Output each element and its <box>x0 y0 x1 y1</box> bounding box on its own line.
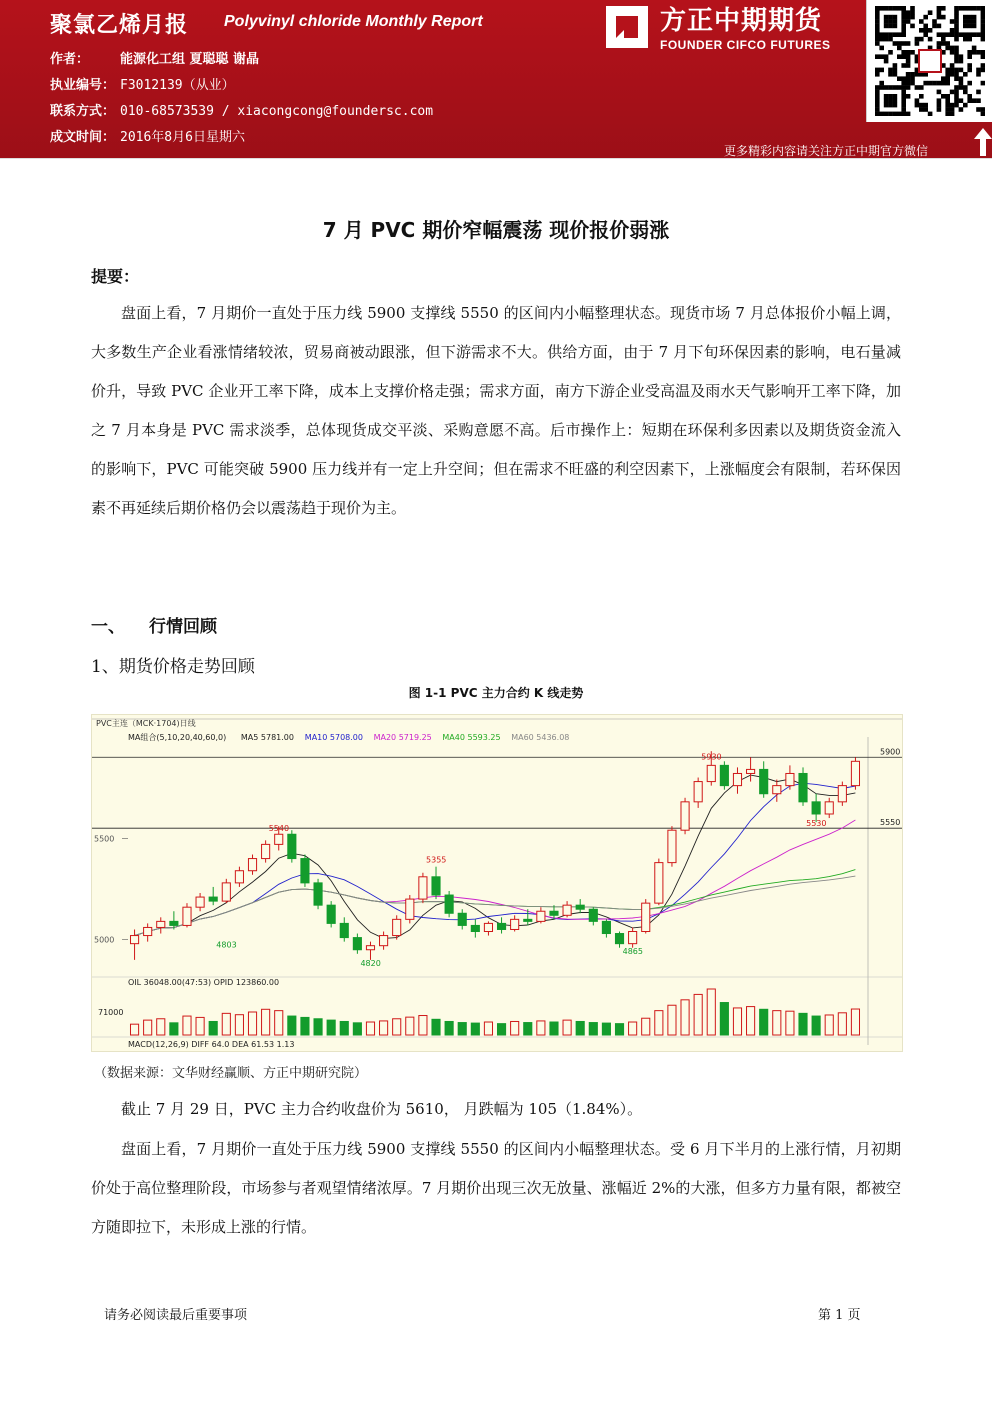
price-annotation: 5355 <box>426 855 447 865</box>
volume-bar <box>720 1003 728 1035</box>
volume-bar <box>760 1009 768 1035</box>
volume-bar <box>209 1021 217 1035</box>
candle-body <box>301 859 309 883</box>
price-annotation: 4820 <box>360 958 381 968</box>
chart-header-title: PVC主连（MCK·1704)日线 <box>96 719 196 728</box>
volume-bar <box>655 1011 663 1035</box>
candle-body <box>720 765 728 785</box>
candle-body <box>589 909 597 921</box>
candle-body <box>537 911 545 921</box>
price-annotation: 5930 <box>701 752 722 762</box>
candle-body <box>458 913 466 925</box>
candle-body <box>157 921 165 927</box>
volume-bar <box>497 1024 505 1035</box>
volume-bar <box>563 1020 571 1035</box>
volume-bar <box>602 1023 610 1035</box>
volume-bar <box>222 1013 230 1035</box>
volume-bar <box>445 1021 453 1035</box>
ma-line <box>135 775 856 938</box>
macd-label: MACD(12,26,9) DIFF 64.0 DEA 61.53 1.13 <box>128 1040 295 1049</box>
candle-body <box>786 773 794 785</box>
license-label: 执业编号： <box>50 78 116 93</box>
company-logo <box>604 2 864 54</box>
y-tick-label: 5500 <box>94 834 115 844</box>
candle-body <box>825 802 833 814</box>
candle-body <box>366 946 374 950</box>
volume-bar <box>183 1016 191 1035</box>
candle-body <box>747 769 755 773</box>
candle-body <box>340 923 348 937</box>
moving-averages <box>135 775 856 938</box>
candle-body <box>353 938 361 950</box>
kline-chart <box>91 714 903 1052</box>
founder-logo-icon <box>604 4 650 50</box>
volume-bar <box>340 1021 348 1035</box>
hline-label: 5550 <box>880 818 901 828</box>
candle-body <box>602 921 610 933</box>
candle-body <box>484 923 492 931</box>
volume-bar <box>144 1020 152 1035</box>
candles <box>130 751 859 960</box>
candle-body <box>314 883 322 905</box>
date-label: 成文时间： <box>50 130 116 145</box>
ma-line <box>135 783 856 935</box>
volume-bar <box>288 1016 296 1035</box>
candle-body <box>235 871 243 883</box>
ma-legend-item: MA60 5436.08 <box>511 733 570 742</box>
candle-body <box>838 786 846 802</box>
volume-bar <box>157 1019 165 1035</box>
volume-bar <box>432 1019 440 1035</box>
volume-bar <box>366 1022 374 1035</box>
volume-bar <box>812 1016 820 1035</box>
section-number: 一、 <box>91 617 125 637</box>
price-annotation: 5540 <box>268 824 290 834</box>
volume-bar <box>694 994 702 1035</box>
candle-body <box>275 834 283 844</box>
volume-bar <box>747 1007 755 1035</box>
volume-bar <box>615 1024 623 1035</box>
close-price-paragraph: 截止 7 月 29 日，PVC 主力合约收盘价为 5610， 月跌幅为 105（1.84%）。 <box>121 1100 643 1118</box>
candle-body <box>655 863 663 904</box>
qr-code-icon <box>875 6 985 116</box>
volume-bar <box>314 1019 322 1035</box>
volume-bar <box>248 1012 256 1035</box>
volume-bar <box>327 1020 335 1035</box>
candle-body <box>196 897 204 907</box>
volume-bar <box>681 1000 689 1035</box>
volume-bar <box>668 1005 676 1035</box>
author-value: 能源化工组 夏聪聪 谢晶 <box>120 52 260 67</box>
candle-body <box>550 911 558 915</box>
license-value: F3012139（从业） <box>120 78 235 93</box>
ma-line <box>135 876 856 936</box>
volume-bar <box>235 1015 243 1035</box>
volume-bar <box>642 1018 650 1035</box>
candle-body <box>432 877 440 895</box>
volume-bar <box>851 1009 859 1035</box>
candle-body <box>445 895 453 913</box>
ma-legend-item: MA40 5593.25 <box>442 733 501 742</box>
candle-body <box>812 802 820 814</box>
page-number: 第 1 页 <box>818 1308 861 1323</box>
candle-body <box>222 883 230 901</box>
candle-body <box>707 765 715 781</box>
ma-legend-item: MA10 5708.00 <box>304 733 363 742</box>
logo-text-cn: 方正中期期货 <box>660 6 823 36</box>
subsection-heading-futures: 1、期货价格走势回顾 <box>91 657 255 677</box>
candle-body <box>248 859 256 871</box>
report-title-en: Polyvinyl chloride Monthly Report <box>224 13 483 30</box>
candle-body <box>419 877 427 899</box>
summary-heading: 提要： <box>91 267 140 286</box>
candle-body <box>511 919 519 929</box>
candle-body <box>471 925 479 931</box>
candle-body <box>497 923 505 929</box>
volume-bar <box>511 1021 519 1035</box>
date-row <box>50 126 245 145</box>
date-value: 2016年8月6日星期六 <box>120 130 245 145</box>
volume-bar <box>196 1017 204 1035</box>
contact-row <box>50 100 433 119</box>
open-interest-label: OIL 36048.00(47:53) OPID 123860.00 <box>128 978 280 987</box>
report-header <box>0 0 992 158</box>
price-annotation: 4865 <box>622 946 643 956</box>
header-divider <box>0 158 992 173</box>
volume-bar <box>773 1011 781 1035</box>
open-interest-tick: 71000 <box>98 1008 124 1017</box>
candle-body <box>668 830 676 862</box>
candle-body <box>851 761 859 785</box>
volume-bar <box>786 1011 794 1035</box>
volume-bars <box>130 989 859 1035</box>
volume-bar <box>275 1011 283 1035</box>
candle-body <box>629 932 637 944</box>
ma-legend-item: MA组合(5,10,20,40,60,0) <box>128 733 227 742</box>
figure-caption: 图 1-1 PVC 主力合约 K 线走势 <box>408 686 584 700</box>
data-source: （数据来源：文华财经赢顺、方正中期研究院） <box>94 1066 368 1081</box>
footer-disclaimer: 请务必阅读最后重要事项 <box>104 1308 248 1323</box>
candle-body <box>288 834 296 858</box>
candle-body <box>406 899 414 919</box>
candle-body <box>524 919 532 921</box>
volume-bar <box>825 1015 833 1035</box>
candle-body <box>576 905 584 909</box>
candle-body <box>642 903 650 931</box>
candle-body <box>773 786 781 794</box>
candle-body <box>209 897 217 901</box>
candle-body <box>393 919 401 935</box>
volume-bar <box>733 1008 741 1035</box>
contact-label: 联系方式： <box>50 104 116 119</box>
candle-body <box>380 936 388 946</box>
price-annotation: 4803 <box>216 940 237 950</box>
volume-bar <box>262 1009 270 1035</box>
author-label: 作者： <box>50 52 90 67</box>
volume-bar <box>838 1013 846 1035</box>
candle-body <box>130 936 138 944</box>
volume-bar <box>458 1023 466 1035</box>
section-title: 行情回顾 <box>149 617 217 637</box>
candle-body <box>170 921 178 925</box>
kline-chart-svg <box>92 715 902 1051</box>
price-annotation: 5530 <box>806 819 827 829</box>
volume-bar <box>380 1021 388 1035</box>
volume-bar <box>524 1023 532 1035</box>
volume-bar <box>393 1019 401 1035</box>
section-heading-review <box>91 612 217 637</box>
volume-bar <box>301 1017 309 1035</box>
logo-text-en: FOUNDER CIFCO FUTURES <box>660 38 831 52</box>
volume-bar <box>550 1022 558 1035</box>
volume-bar <box>589 1023 597 1035</box>
y-tick-label: 5000 <box>94 935 115 945</box>
volume-bar <box>419 1016 427 1035</box>
volume-bar <box>707 989 715 1035</box>
candle-body <box>681 802 689 830</box>
wechat-qr-code[interactable] <box>866 0 992 122</box>
summary-paragraph: 盘面上看，7 月期价一直处于压力线 5900 支撑线 5550 的区间内小幅整理状态。现货市场 7 月总体报价小幅上调，大多数生产企业看涨情绪较浓，贸易商被动跟涨，但下游需求不大。供给方面，由于 7 月下旬环保因素的影响，电石量减价升，导致 PVC 企业开工率下降，成本上支撑价格走强；需求方面，南方下游企业受高温及雨水天气影响开工率下降，加之 7 月本身是 PVC 需求淡季，总体现货成交平淡、采购意愿不高。后市操作上：短期在环保利多因素以及期货资金流入的影响下，PVC 可能突破 5900 压力线并有一定上升空间；但在需求不旺盛的利空因素下，上涨幅度会有限制，若环保因素不再延续后期价格仍会以震荡趋于现价为主。 <box>91 304 901 517</box>
volume-bar <box>353 1023 361 1035</box>
volume-bar <box>484 1022 492 1035</box>
market-review-paragraph: 盘面上看，7 月期价一直处于压力线 5900 支撑线 5550 的区间内小幅整理状态。受 6 月下半月的上涨行情，月初期价处于高位整理阶段，市场参与者观望情绪浓厚。7 月期价出现三次无放量、涨幅近 2%的大涨，但多方力量有限，都被空方随即拉下，未形成上涨的行情。 <box>91 1140 901 1236</box>
candle-body <box>262 844 270 858</box>
volume-bar <box>629 1022 637 1035</box>
ma-legend-item: MA5 5781.00 <box>240 733 294 742</box>
volume-bar <box>130 1024 138 1035</box>
wechat-note: 更多精彩内容请关注方正中期官方微信 <box>724 144 929 158</box>
candle-body <box>694 782 702 802</box>
candle-body <box>144 927 152 935</box>
ma-legend-item: MA20 5719.25 <box>373 733 432 742</box>
volume-bar <box>799 1013 807 1035</box>
license-row <box>50 74 235 93</box>
volume-bar <box>170 1023 178 1035</box>
contact-value[interactable]: 010-68573539 / xiacongcong@foundersc.com <box>120 104 434 119</box>
ma-legend <box>128 732 569 742</box>
document-title: 7 月 PVC 期价窄幅震荡 现价报价弱涨 <box>322 218 670 242</box>
candle-body <box>327 905 335 923</box>
candle-body <box>183 907 191 925</box>
report-title-cn: 聚氯乙烯月报 <box>50 13 189 38</box>
arrow-up-icon <box>974 128 992 156</box>
candle-body <box>563 905 571 915</box>
candle-body <box>799 773 807 801</box>
volume-bar <box>576 1021 584 1035</box>
candle-body <box>615 934 623 944</box>
volume-bar <box>537 1021 545 1035</box>
candle-body <box>760 769 768 793</box>
hline-label: 5900 <box>880 747 901 757</box>
candle-body <box>733 773 741 785</box>
author-row <box>50 48 259 67</box>
volume-bar <box>471 1023 479 1035</box>
volume-bar <box>406 1017 414 1035</box>
